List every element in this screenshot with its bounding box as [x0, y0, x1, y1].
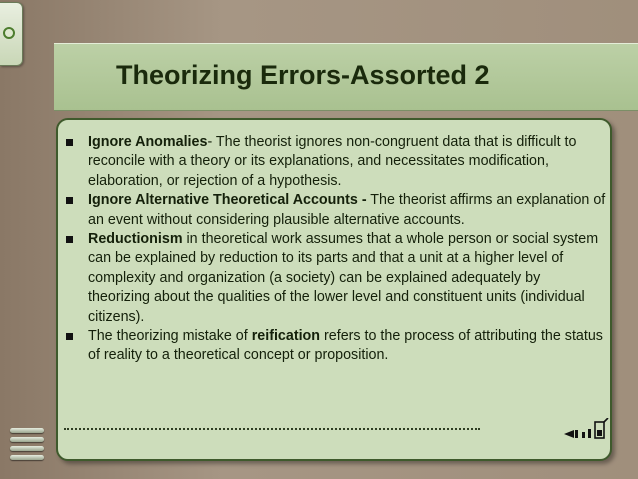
side-tab[interactable]	[0, 2, 23, 66]
hamburger-menu-icon[interactable]	[10, 428, 44, 462]
bullet-term: Reductionism	[88, 231, 183, 248]
slide-title: Theorizing Errors-Assorted 2	[116, 60, 490, 90]
bullet-list	[66, 133, 606, 366]
circle-tab-icon	[3, 27, 15, 39]
square-bullet-icon	[66, 139, 73, 146]
bullet-term: reification	[251, 328, 321, 345]
square-bullet-icon	[66, 197, 73, 204]
slide-nav-icon[interactable]	[562, 418, 610, 442]
bullet-term: Ignore Anomalies	[88, 134, 208, 150]
bullet-item	[66, 191, 606, 230]
bullet-text: in theoretical work assumes that a whole person or social system can be explained by reduction to its parts and that a unit at a higher level of complexity and organization (a society) can be explained adequately by theorizing about the qualities of the lower level and constituent units (individual citizens).	[88, 231, 599, 325]
bullet-text: - The theorist ignores non-congruent data that is difficult to reconcile with a theory or its explanations, and necessitates modification, elaboration, or rejection of a hypothesis.	[88, 134, 577, 189]
bullet-term: Ignore Alternative Theoretical Accounts -	[88, 192, 367, 209]
bullet-text: refers to the process of attributing the status of reality to a theoretical concept or proposition.	[88, 328, 603, 364]
bullet-text-prefix: The theorizing mistake of	[88, 328, 252, 345]
bullet-text: The theorist affirms an explanation of an event without considering plausible alternative accounts.	[88, 192, 606, 228]
bullet-item	[66, 327, 606, 366]
bullet-item	[66, 133, 606, 191]
dotted-divider	[64, 428, 480, 430]
square-bullet-icon	[66, 333, 73, 340]
square-bullet-icon	[66, 236, 73, 243]
bullet-item	[66, 230, 606, 327]
